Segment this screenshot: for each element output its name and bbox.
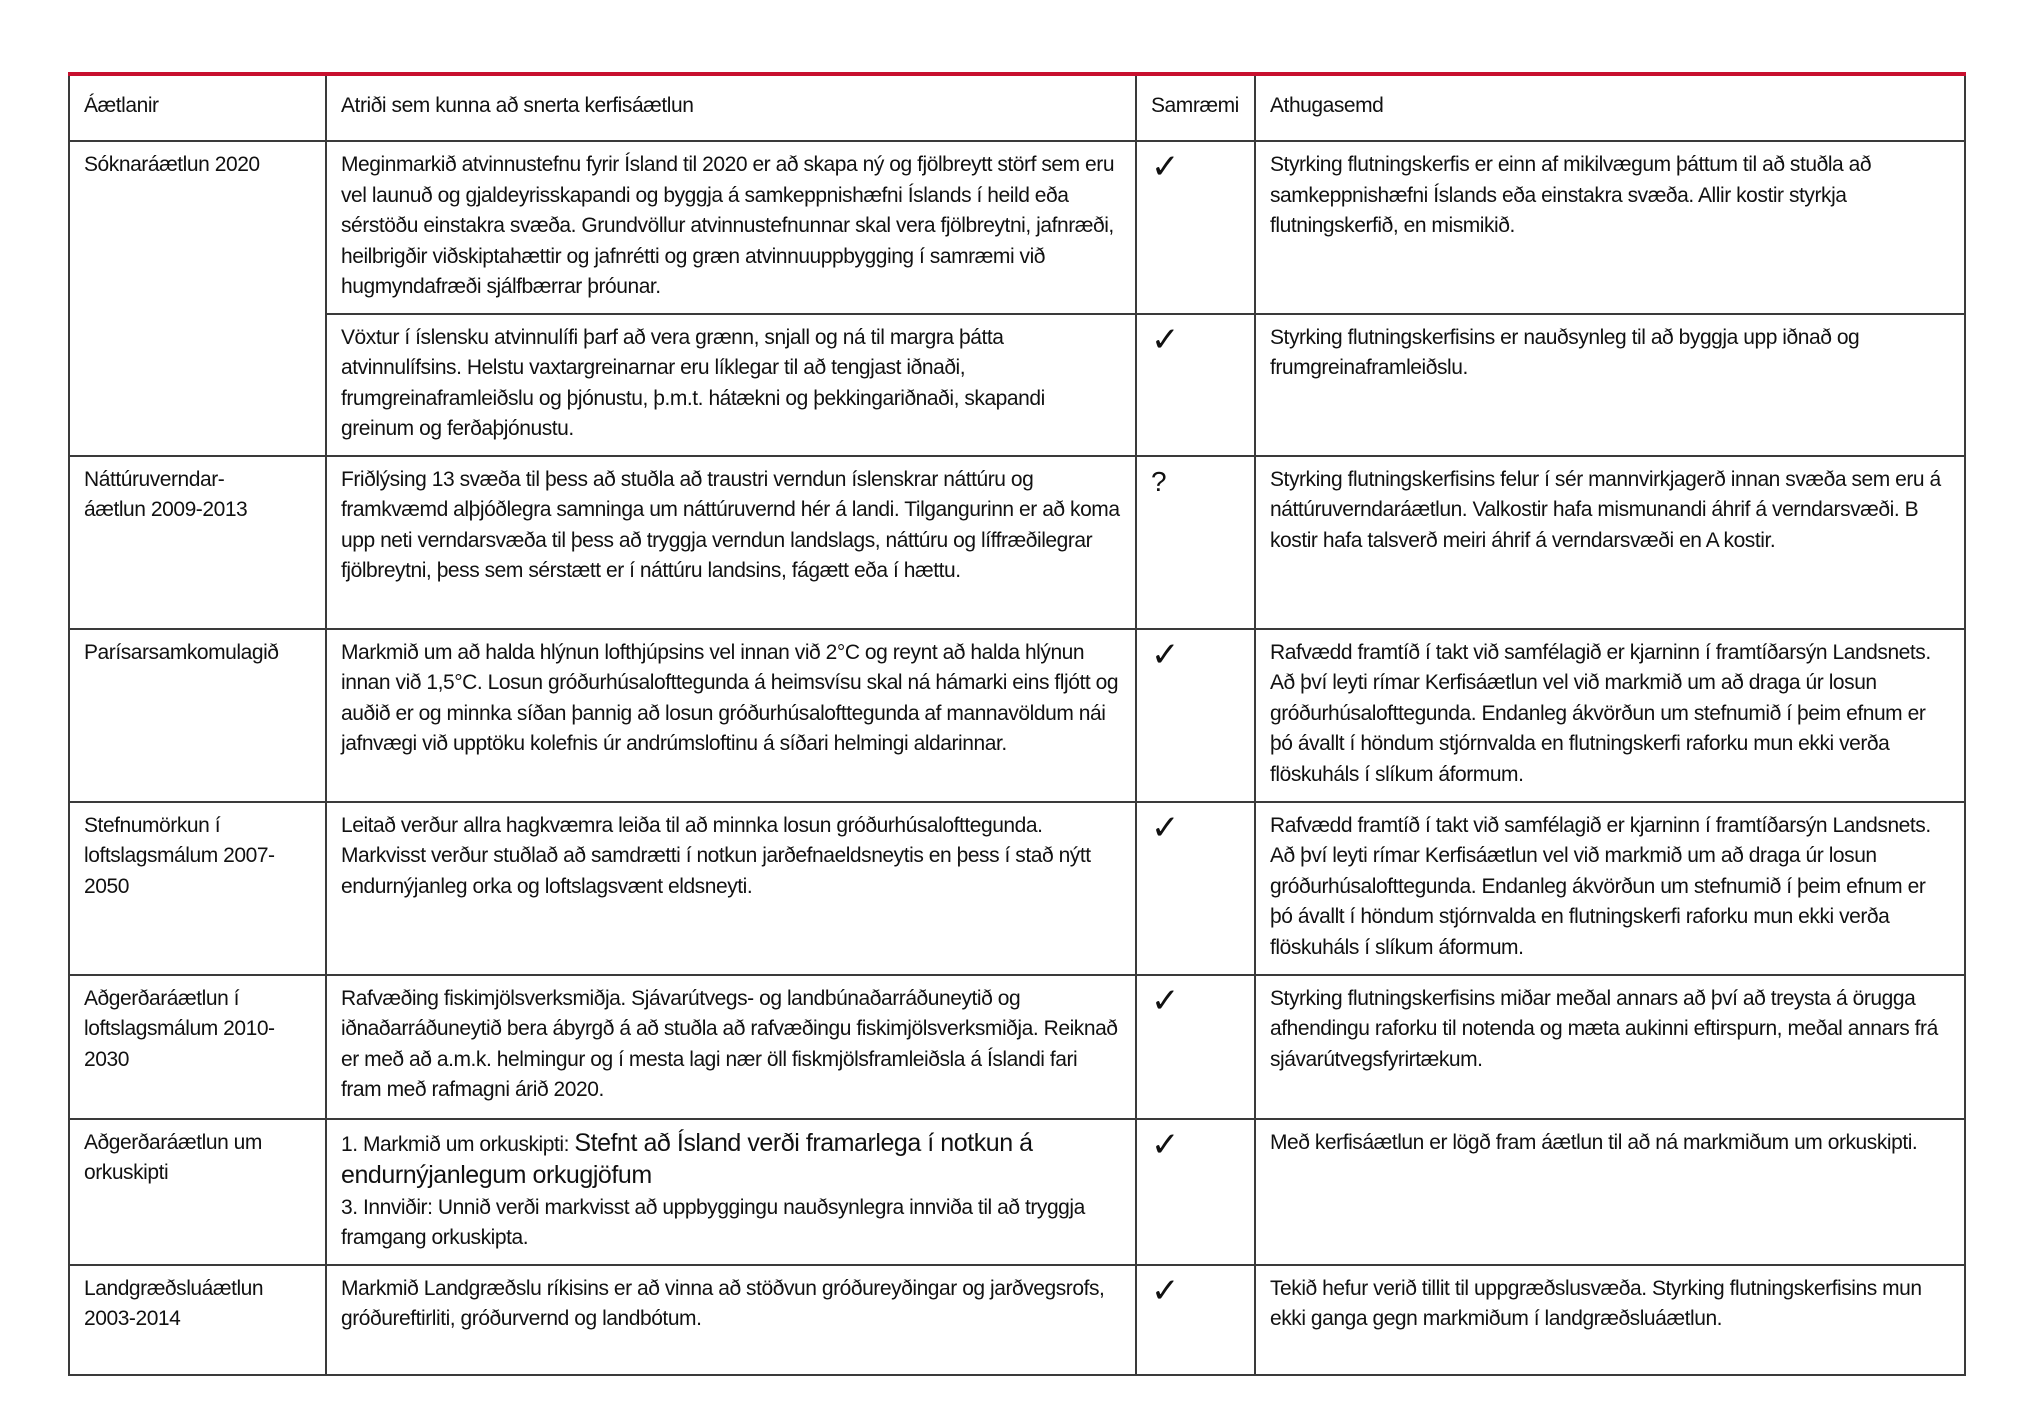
plan-item: Meginmarkið atvinnustefnu fyrir Ísland til 2020 er að skapa ný og fjölbreytt störf sem eru vel launuð og gjaldeyrisskapandi og byggja á samkeppnishæfni Íslands í heild eða sérstöðu einstakra svæða. Grundvöllur atvinnustefnunnar skal vera fjölbreytni, jafnræði, heilbrigðir viðskiptahættir og jafnrétti og græn atvinnuuppbygging í samræmi við hugmyndafræði sjálfbærrar þróunar. [326, 141, 1136, 314]
plan-item [326, 1119, 1136, 1265]
plan-comment: Rafvædd framtíð í takt við samfélagið er kjarninn í framtíðarsýn Landsnets. Að því leyti rímar Kerfisáætlun vel við markmið um að draga úr losun gróðurhúsalofttegunda. Endanleg ákvörðun um stefnumið í þeim efnum er þó ávallt í höndum stjórnvalda en flutningskerfi raforku mun ekki verða flöskuháls í slíkum áformum. [1255, 629, 1965, 802]
plan-item: Markmið um að halda hlýnun lofthjúpsins vel innan við 2°C og reynt að halda hlýnun innan við 1,5°C. Losun gróðurhúsalofttegunda á heimsvísu skal ná hámarki eins fljótt og auðið er og minnka síðan þannig að losun gróðurhúsalofttegunda af mannavöldum nái jafnvægi við upptöku kolefnis úr andrúmsloftinu á síðari helmingi aldarinnar. [326, 629, 1136, 802]
table-row [69, 1265, 1965, 1375]
consistency-cell [1136, 314, 1255, 456]
plan-item: Rafvæðing fiskimjölsverksmiðja. Sjávarútvegs- og landbúnaðarráðuneytið og iðnaðarráðuneytið bera ábyrgð á að stuðla að rafvæðingu fiskimjölsverksmiðja. Reiknað er með að a.m.k. helmingur og í mesta lagi nær öll fiskmjölsframleiðsla á Íslandi fari fram með rafmagni árið 2020. [326, 975, 1136, 1119]
table-row [69, 141, 1965, 314]
plan-item: Vöxtur í íslensku atvinnulífi þarf að vera grænn, snjall og ná til margra þátta atvinnulífsins. Helstu vaxtargreinarnar eru líklegar til að tengjast iðnaði, frumgreinaframleiðslu og þjónustu, þ.m.t. hátækni og þekkingariðnaði, skapandi greinum og ferðaþjónustu. [326, 314, 1136, 456]
plan-name: Sóknaráætlun 2020 [69, 141, 326, 456]
consistency-cell [1136, 141, 1255, 314]
plan-comment: Með kerfisáætlun er lögð fram áætlun til að ná markmiðum um orkuskipti. [1255, 1119, 1965, 1265]
table-row [69, 456, 1965, 629]
plan-name: Aðgerðaráætlun um orkuskipti [69, 1119, 326, 1265]
plan-item: Friðlýsing 13 svæða til þess að stuðla að traustri verndun íslenskrar náttúru og framkvæmd alþjóðlegra samninga um náttúruvernd hér á landi. Tilgangurinn er að koma upp neti verndarsvæða til þess að tryggja verndun landslags, náttúru og líffræðilegrar fjölbreytni, þess sem sérstætt er í náttúru landsins, fágætt eða í hættu. [326, 456, 1136, 629]
header-comment: Athugasemd [1255, 74, 1965, 141]
plans-consistency-table [68, 72, 1966, 1376]
plan-name: Landgræðsluáætlun 2003-2014 [69, 1265, 326, 1375]
plan-item: Leitað verður allra hagkvæmra leiða til að minnka losun gróðurhúsalofttegunda. Markvisst verður stuðlað að samdrætti í notkun jarðefnaeldsneytis en þess í stað nýtt endurnýjanleg orka og loftslagsvænt eldsneyti. [326, 802, 1136, 975]
plan-comment: Tekið hefur verið tillit til uppgræðslusvæða. Styrking flutningskerfisins mun ekki ganga gegn markmiðum í landgræðsluáætlun. [1255, 1265, 1965, 1375]
consistency-cell [1136, 629, 1255, 802]
plan-item: Markmið Landgræðslu ríkisins er að vinna að stöðvun gróðureyðingar og jarðvegsrofs, gróðureftirliti, gróðurvernd og landbótum. [326, 1265, 1136, 1375]
plan-item-infrastructure: 3. Innviðir: Unnið verði markvisst að uppbyggingu nauðsynlegra innviða til að tryggja framgang orkuskipta. [341, 1195, 1085, 1249]
consistency-cell [1136, 975, 1255, 1119]
header-items: Atriði sem kunna að snerta kerfisáætlun [326, 74, 1136, 141]
table-row [69, 1119, 1965, 1265]
plan-comment: Styrking flutningskerfisins miðar meðal annars að því að treysta á örugga afhendingu raforku til notenda og mæta aukinni eftirspurn, meðal annars frá sjávarútvegsfyrirtækum. [1255, 975, 1965, 1119]
plan-item-goal [341, 1128, 1121, 1193]
plan-name-line: áætlun 2009-2013 [84, 498, 248, 521]
consistency-cell [1136, 1119, 1255, 1265]
table-header-row [69, 74, 1965, 141]
check-icon: ✓ [1151, 980, 1180, 1021]
plan-comment: Styrking flutningskerfis er einn af mikilvægum þáttum til að stuðla að samkeppnishæfni Íslands eða einstakra svæða. Allir kostir styrkja flutningskerfið, en mismikið. [1255, 141, 1965, 314]
table-row [69, 629, 1965, 802]
plan-name: Stefnumörkun í loftslagsmálum 2007-2050 [69, 802, 326, 975]
plan-item-goal-text: Stefnt að Ísland verði framarlega í notkun á endurnýjanlegum orkugjöfum [341, 1128, 1033, 1189]
consistency-cell [1136, 802, 1255, 975]
plan-name: Aðgerðaráætlun í loftslagsmálum 2010-2030 [69, 975, 326, 1119]
question-icon: ? [1151, 465, 1167, 497]
check-icon: ✓ [1151, 1270, 1180, 1311]
consistency-cell [1136, 1265, 1255, 1375]
header-plans: Áætlanir [69, 74, 326, 141]
plan-comment: Styrking flutningskerfisins er nauðsynleg til að byggja upp iðnað og frumgreinaframleiðslu. [1255, 314, 1965, 456]
check-icon: ✓ [1151, 147, 1180, 187]
plan-name: Parísarsamkomulagið [69, 629, 326, 802]
table-row [69, 314, 1965, 456]
plan-comment: Rafvædd framtíð í takt við samfélagið er kjarninn í framtíðarsýn Landsnets. Að því leyti rímar Kerfisáætlun vel við markmið um að draga úr losun gróðurhúsalofttegunda. Endanleg ákvörðun um stefnumið í þeim efnum er þó ávallt í höndum stjórnvalda en flutningskerfi raforku mun ekki verða flöskuháls í slíkum áformum. [1255, 802, 1965, 975]
check-icon: ✓ [1151, 319, 1180, 360]
plan-item-goal-label: 1. Markmið um orkuskipti: [341, 1132, 575, 1156]
plan-comment: Styrking flutningskerfisins felur í sér mannvirkjagerð innan svæða sem eru á náttúruverndaráætlun. Valkostir hafa mismunandi áhrif á verndarsvæði. B kostir hafa talsverð meiri áhrif á verndarsvæði en A kostir. [1255, 456, 1965, 629]
check-icon: ✓ [1151, 634, 1180, 675]
header-consistency: Samræmi [1136, 74, 1255, 141]
check-icon: ✓ [1151, 1124, 1180, 1165]
plan-name [69, 456, 326, 629]
table-row [69, 802, 1965, 975]
plan-name-line: Náttúruverndar- [84, 467, 225, 491]
consistency-cell [1136, 456, 1255, 629]
table-row [69, 975, 1965, 1119]
check-icon: ✓ [1151, 807, 1180, 848]
